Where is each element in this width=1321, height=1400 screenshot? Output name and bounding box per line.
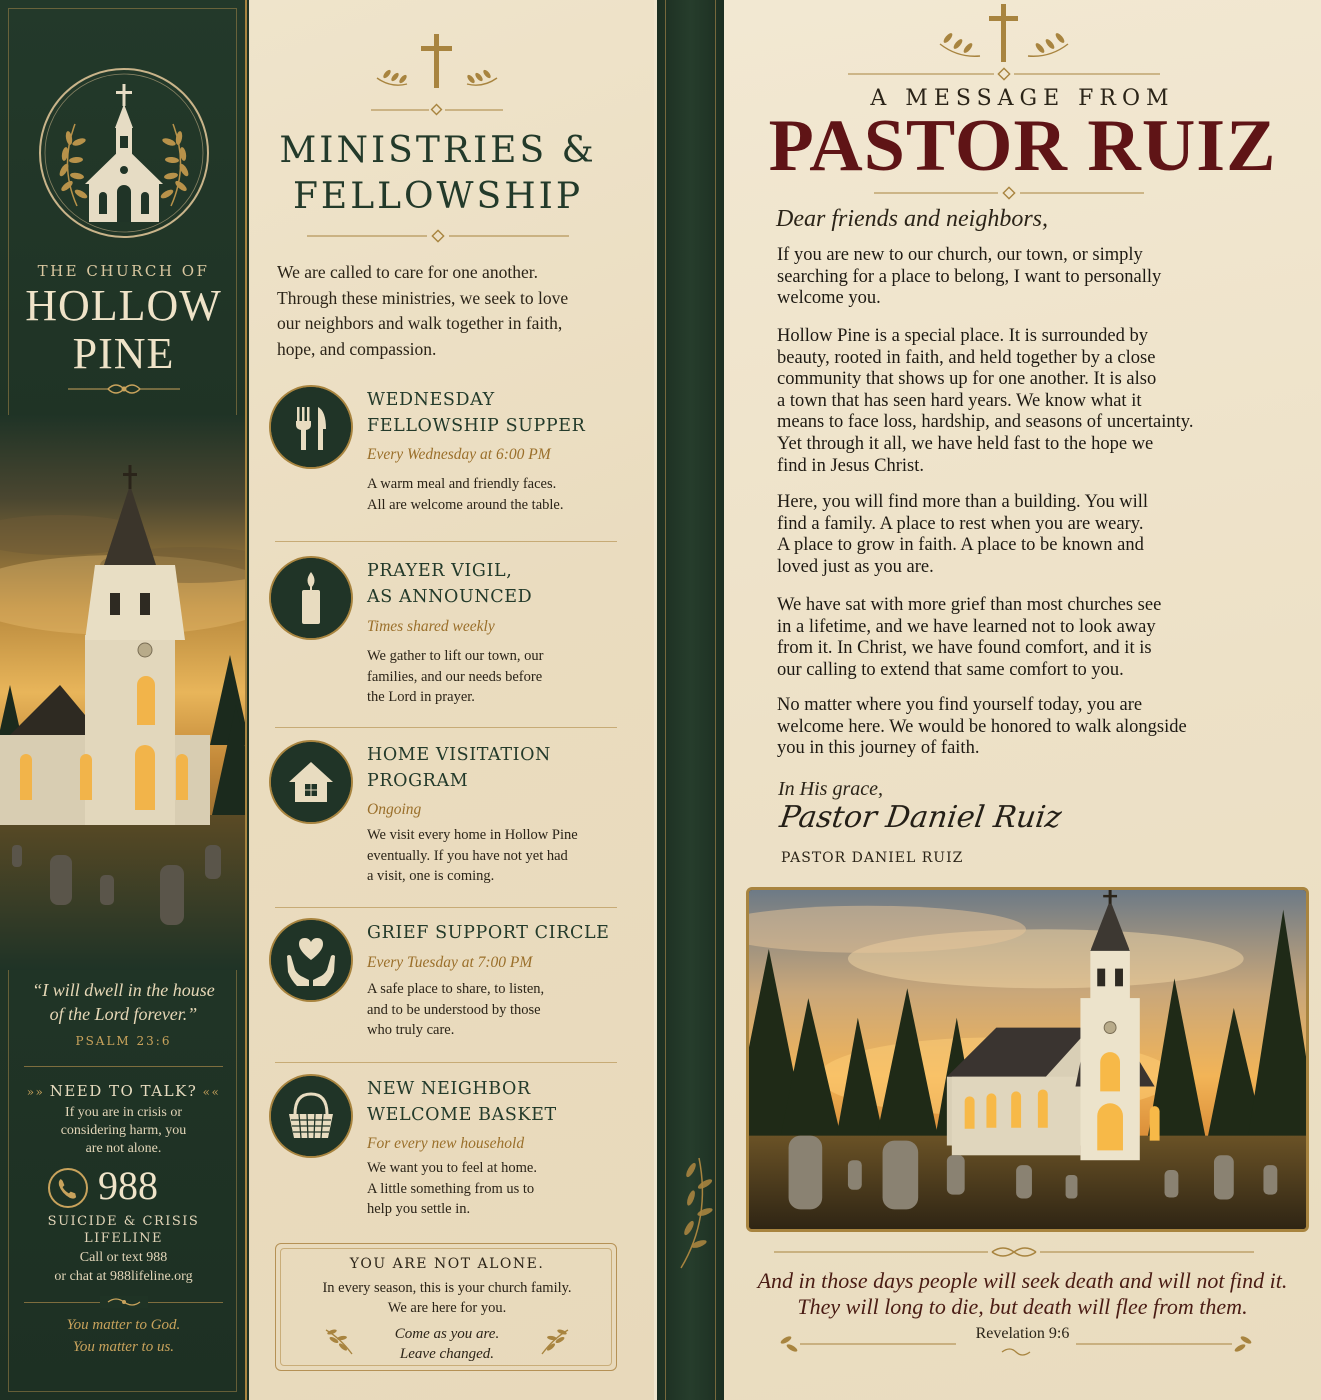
intro-line: Through these ministries, we seek to love bbox=[277, 287, 569, 308]
letter-line: If you are new to our church, our town, or simply bbox=[777, 245, 1143, 265]
ministry-description bbox=[367, 825, 607, 887]
ministries-panel bbox=[249, 0, 654, 1400]
need-to-talk-heading bbox=[0, 1082, 247, 1100]
letter-paragraph bbox=[777, 245, 1257, 310]
divider bbox=[275, 907, 617, 908]
crisis-message bbox=[30, 1104, 217, 1158]
ministry-title-line: GRIEF SUPPORT CIRCLE bbox=[367, 923, 610, 943]
ministry-home-visitation[interactable] bbox=[271, 742, 616, 902]
letter-line: A place to grow in faith. A place to be known and bbox=[777, 535, 1144, 556]
double-arrow-icon: «« bbox=[197, 1085, 221, 1099]
ministry-title-line: HOME VISITATION bbox=[367, 745, 551, 765]
flourish-divider-icon bbox=[774, 1245, 1254, 1259]
come-as-you-are-motto bbox=[336, 1324, 558, 1364]
letter-paragraph bbox=[777, 595, 1257, 681]
letter-paragraph bbox=[777, 695, 1257, 760]
lifeline-contact bbox=[0, 1248, 247, 1286]
letter-line: in a lifetime, and we have learned not to look away bbox=[777, 616, 1156, 637]
ministry-description bbox=[367, 474, 607, 515]
church-of-label: THE CHURCH OF bbox=[37, 262, 210, 280]
intro-line: hope, and compassion. bbox=[277, 338, 437, 359]
mini-flourish-icon bbox=[100, 1296, 148, 1308]
divider bbox=[24, 1066, 223, 1067]
ministry-title bbox=[367, 920, 617, 946]
letter-line: loved just as you are. bbox=[777, 556, 934, 577]
ministry-description-line: a visit, one is coming. bbox=[367, 868, 495, 884]
quote-line: They will long to die, but death will flee from them. bbox=[797, 1294, 1248, 1319]
ministry-description bbox=[367, 1158, 607, 1220]
ministry-title-line: NEW NEIGHBOR bbox=[367, 1079, 531, 1099]
ministry-schedule: Times shared weekly bbox=[367, 618, 495, 635]
ministry-title-line: WEDNESDAY bbox=[367, 390, 495, 410]
letter-line: welcome you. bbox=[777, 288, 881, 309]
ministry-schedule: Every Tuesday at 7:00 PM bbox=[367, 954, 533, 971]
ministry-description-line: eventually. If you have not yet had bbox=[367, 847, 568, 864]
fork-knife-icon bbox=[271, 387, 351, 467]
lifeline-contact-line[interactable]: or chat at 988lifeline.org bbox=[54, 1269, 193, 1284]
letter-line: find a family. A place to rest when you are weary. bbox=[777, 513, 1144, 534]
intro-line: We are called to care for one another. bbox=[277, 262, 538, 282]
divider bbox=[275, 727, 617, 728]
ministries-title bbox=[249, 128, 627, 220]
ministry-welcome-basket[interactable] bbox=[271, 1076, 616, 1226]
psalm-verse-line2: of the Lord forever.” bbox=[49, 1004, 198, 1024]
psalm-verse-line1: “I will dwell in the house bbox=[32, 980, 215, 1000]
ministry-grief-support[interactable] bbox=[271, 920, 616, 1060]
ministry-title-line: WELCOME BASKET bbox=[367, 1105, 557, 1125]
leaf-sprig-icon bbox=[538, 1326, 572, 1356]
ministry-description-line: A safe place to share, to listen, bbox=[367, 981, 545, 997]
pastor-signature: Pastor Daniel Ruiz bbox=[777, 800, 1064, 835]
ministry-description-line: A warm meal and friendly faces. bbox=[367, 476, 557, 492]
revelation-quote bbox=[724, 1268, 1321, 1320]
you-matter-line: You matter to God. bbox=[66, 1317, 181, 1333]
ministry-description-line: families, and our needs before bbox=[367, 668, 543, 685]
divider bbox=[275, 1062, 617, 1063]
lifeline-label-line: LIFELINE bbox=[84, 1231, 163, 1246]
double-arrow-icon: »» bbox=[26, 1085, 50, 1099]
letter-paragraph bbox=[777, 492, 1257, 578]
left-banner bbox=[0, 0, 247, 1400]
letter-line: beauty, rooted in faith, and held together by a close bbox=[777, 347, 1156, 368]
letter-line: Hollow Pine is a special place. It is surrounded by bbox=[777, 326, 1148, 346]
crisis-phone[interactable] bbox=[46, 1162, 216, 1212]
you-matter-line: You matter to us. bbox=[72, 1339, 175, 1355]
pastor-printed-name: PASTOR DANIEL RUIZ bbox=[781, 850, 964, 866]
church-sunset-photo bbox=[0, 415, 247, 970]
you-matter-message bbox=[0, 1314, 247, 1358]
divider bbox=[275, 541, 617, 542]
ministry-description-line: and to be understood by those bbox=[367, 1001, 541, 1018]
church-name-line1: HOLLOW bbox=[25, 281, 222, 330]
letter-line: welcome here. We would be honored to walk alongside bbox=[777, 716, 1187, 737]
heart-hands-icon bbox=[271, 920, 351, 1000]
phone-icon bbox=[48, 1168, 88, 1208]
ministry-schedule: For every new household bbox=[367, 1135, 525, 1152]
psalm-verse bbox=[0, 978, 247, 1026]
cross-wheat-ornament-icon bbox=[371, 30, 503, 120]
need-to-talk-label: NEED TO TALK? bbox=[49, 1082, 198, 1100]
ministry-description-line: who truly care. bbox=[367, 1022, 455, 1038]
diamond-divider-icon bbox=[307, 229, 569, 243]
ministry-title bbox=[367, 742, 617, 794]
letter-line: Here, you will find more than a building. You will bbox=[777, 492, 1148, 512]
letter-line: Yet through it all, we have held fast to the hope we bbox=[777, 433, 1154, 454]
olive-branch-icon bbox=[661, 1150, 721, 1270]
crisis-line: considering harm, you bbox=[60, 1123, 187, 1138]
crisis-line: are not alone. bbox=[85, 1141, 162, 1156]
revelation-reference: Revelation 9:6 bbox=[975, 1325, 1070, 1342]
flourish-ornament-icon bbox=[64, 378, 184, 400]
not-alone-text bbox=[286, 1278, 608, 1318]
house-icon bbox=[271, 742, 351, 822]
lifeline-label bbox=[0, 1213, 247, 1247]
ministry-description bbox=[367, 979, 607, 1041]
church-photo bbox=[746, 887, 1309, 1232]
ministries-title-line1: MINISTRIES & bbox=[279, 130, 597, 171]
letter-paragraph bbox=[777, 326, 1257, 477]
ministry-description-line: We visit every home in Hollow Pine bbox=[367, 827, 578, 843]
lifeline-contact-line: Call or text 988 bbox=[79, 1250, 168, 1265]
ministries-intro bbox=[277, 260, 607, 362]
ministry-title bbox=[367, 387, 617, 439]
ministry-schedule: Ongoing bbox=[367, 801, 422, 818]
letter-line: from it. In Christ, we have found comfort, and it is bbox=[777, 638, 1152, 659]
ministry-wednesday-supper[interactable] bbox=[271, 387, 616, 537]
ministry-description-line: All are welcome around the table. bbox=[367, 496, 564, 513]
ministry-description-line: help you settle in. bbox=[367, 1201, 471, 1217]
intro-line: our neighbors and walk together in faith, bbox=[277, 313, 563, 333]
church-name bbox=[0, 282, 247, 378]
ministry-description-line: A little something from us to bbox=[367, 1180, 535, 1197]
church-name-line2: PINE bbox=[72, 329, 175, 378]
letter-line: searching for a place to belong, I want to personally bbox=[777, 266, 1162, 287]
letter-closing: In His grace, bbox=[778, 778, 883, 800]
ministries-title-line2: FELLOWSHIP bbox=[292, 176, 584, 217]
ministry-title-line: PROGRAM bbox=[367, 771, 469, 791]
ministry-title-line: AS ANNOUNCED bbox=[367, 587, 533, 607]
basket-icon bbox=[271, 1076, 351, 1156]
pastor-letter-panel bbox=[724, 0, 1321, 1400]
not-alone-title: YOU ARE NOT ALONE. bbox=[349, 1256, 545, 1272]
pastor-name-heading: PASTOR RUIZ bbox=[768, 105, 1277, 187]
church-emblem-icon bbox=[37, 66, 211, 240]
church-landscape-image bbox=[749, 890, 1306, 1229]
ministry-title bbox=[367, 558, 617, 610]
ministry-schedule: Every Wednesday at 6:00 PM bbox=[367, 446, 551, 463]
ministry-title-line: PRAYER VIGIL, bbox=[367, 561, 513, 581]
letter-line: We have sat with more grief than most churches see bbox=[777, 595, 1162, 615]
diamond-divider-icon bbox=[874, 186, 1144, 200]
motto-line: Come as you are. bbox=[394, 1326, 500, 1342]
ministry-title-line: FELLOWSHIP SUPPER bbox=[367, 416, 586, 436]
ministry-description-line: We gather to lift our town, our bbox=[367, 648, 544, 664]
message-from-label: A MESSAGE FROM bbox=[870, 86, 1175, 111]
motto-line: Leave changed. bbox=[399, 1346, 495, 1362]
crisis-line: If you are in crisis or bbox=[64, 1105, 183, 1120]
letter-line: you in this journey of faith. bbox=[777, 738, 980, 759]
not-alone-line: We are here for you. bbox=[387, 1300, 507, 1316]
not-alone-line: In every season, this is your church family. bbox=[322, 1280, 572, 1296]
not-alone-callout bbox=[275, 1243, 617, 1371]
ministry-description-line: We want you to feel at home. bbox=[367, 1160, 537, 1176]
ministry-title bbox=[367, 1076, 617, 1128]
fold-spine bbox=[654, 0, 724, 1400]
letter-line: means to face loss, hardship, and seasons of uncertainty. bbox=[777, 412, 1194, 433]
letter-line: find in Jesus Christ. bbox=[777, 455, 924, 476]
ministry-description-line: the Lord in prayer. bbox=[367, 689, 475, 705]
letter-line: community that shows up for one another. It is also bbox=[777, 369, 1157, 390]
cross-wheat-ornament-icon bbox=[844, 0, 1164, 82]
letter-line: a town that has seen hard years. We know what it bbox=[777, 390, 1142, 411]
candle-icon bbox=[271, 558, 351, 638]
letter-line: our calling to extend that same comfort to you. bbox=[777, 659, 1124, 680]
lifeline-label-line: SUICIDE & CRISIS bbox=[47, 1214, 200, 1229]
letter-line: No matter where you find yourself today, you are bbox=[777, 695, 1143, 715]
letter-salutation: Dear friends and neighbors, bbox=[776, 206, 1048, 232]
phone-number: 988 bbox=[98, 1163, 158, 1208]
psalm-reference: PSALM 23:6 bbox=[75, 1034, 172, 1048]
quote-line: And in those days people will seek death and will not find it. bbox=[757, 1268, 1288, 1293]
ministry-prayer-vigil[interactable] bbox=[271, 558, 616, 718]
ministry-description bbox=[367, 646, 607, 708]
